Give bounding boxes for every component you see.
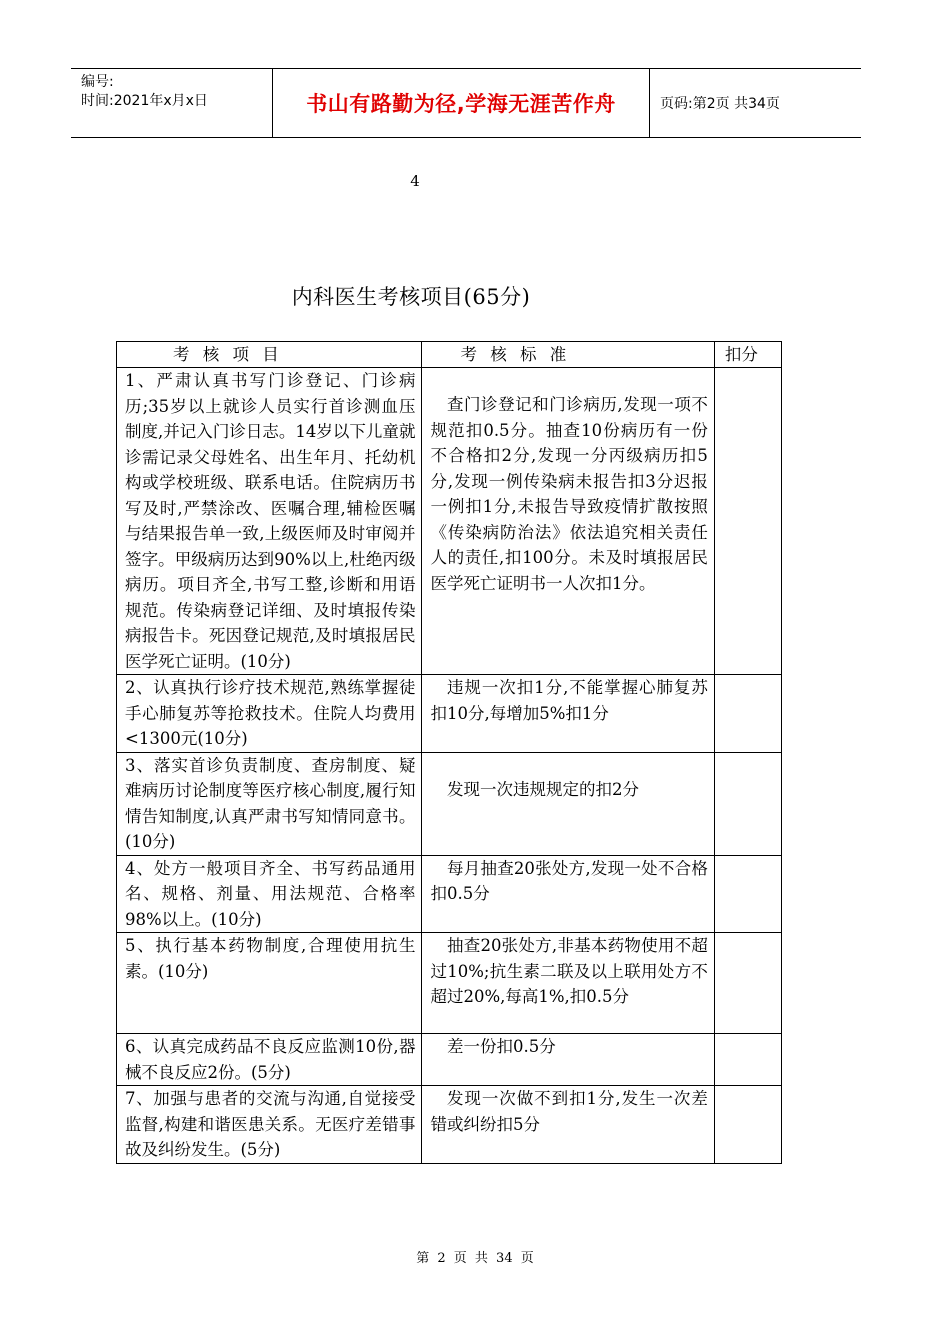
assessment-table <box>116 341 782 1164</box>
column-header-item: 考 核 项 目 <box>117 342 422 368</box>
deduction-cell <box>714 1034 781 1086</box>
table-row <box>117 933 782 1034</box>
page-header <box>71 68 861 138</box>
item-cell: 4、处方一般项目齐全、书写药品通用名、规格、剂量、用法规范、合格率98%以上。(10分) <box>117 855 422 933</box>
item-cell: 1、严肃认真书写门诊登记、门诊病历;35岁以上就诊人员实行首诊测血压制度,并记入门诊日志。14岁以下儿童就诊需记录父母姓名、出生年月、托幼机构或学校班级、联系电话。住院病历书写及时,严禁涂改、医嘱合理,辅检医嘱与结果报告单一致,上级医师及时审阅并签字。甲级病历达到90%以上,杜绝丙级病历。项目齐全,书写工整,诊断和用语规范。传染病登记详细、及时填报传染病报告卡。死因登记规范,及时填报居民医学死亡证明。(10分) <box>117 368 422 675</box>
header-motto: 书山有路勤为径,学海无涯苦作舟 <box>272 69 650 137</box>
header-page-info: 页码:第2页 共34页 <box>660 96 780 112</box>
table-row <box>117 675 782 753</box>
criteria-cell: 差一份扣0.5分 <box>422 1034 714 1086</box>
table-row <box>117 1086 782 1164</box>
page-footer: 第 2 页 共 34 页 <box>416 1251 534 1266</box>
table-row <box>117 1034 782 1086</box>
table-header-row <box>117 342 782 368</box>
item-cell: 7、加强与患者的交流与沟通,自觉接受监督,构建和谐医患关系。无医疗差错事故及纠纷发生。(5分) <box>117 1086 422 1164</box>
criteria-cell: 抽查20张处方,非基本药物使用不超过10%;抗生素二联及以上联用处方不超过20%,每高1%,扣0.5分 <box>422 933 714 1034</box>
criteria-cell: 发现一次做不到扣1分,发生一次差错或纠纷扣5分 <box>422 1086 714 1164</box>
column-header-deduction: 扣分 <box>714 342 781 368</box>
deduction-cell <box>714 675 781 753</box>
document-title: 内科医生考核项目(65分) <box>291 285 531 309</box>
document-number-label: 编号: <box>81 74 114 90</box>
table-row <box>117 855 782 933</box>
header-meta <box>71 69 272 137</box>
column-header-criteria: 考 核 标 准 <box>422 342 714 368</box>
item-cell: 5、执行基本药物制度,合理使用抗生素。(10分) <box>117 933 422 1034</box>
item-cell: 6、认真完成药品不良反应监测10份,器械不良反应2份。(5分) <box>117 1034 422 1086</box>
table-row <box>117 752 782 855</box>
table-row <box>117 368 782 675</box>
document-time-label: 时间:2021年x月x日 <box>81 93 208 109</box>
deduction-cell <box>714 933 781 1034</box>
deduction-cell <box>714 1086 781 1164</box>
item-cell: 2、认真执行诊疗技术规范,熟练掌握徒手心肺复苏等抢救技术。住院人均费用<1300元(10分) <box>117 675 422 753</box>
criteria-cell: 违规一次扣1分,不能掌握心肺复苏扣10分,每增加5%扣1分 <box>422 675 714 753</box>
section-number: 4 <box>410 172 420 190</box>
criteria-cell: 查门诊登记和门诊病历,发现一项不规范扣0.5分。抽查10份病历有一份不合格扣2分,发现一分丙级病历扣5分,发现一例传染病未报告扣3分迟报一例扣1分,未报告导致疫情扩散按照《传染病防治法》依法追究相关责任人的责任,扣100分。未及时填报居民医学死亡证明书一人次扣1分。 <box>422 368 714 675</box>
criteria-cell: 发现一次违规规定的扣2分 <box>422 752 714 855</box>
deduction-cell <box>714 855 781 933</box>
criteria-cell: 每月抽查20张处方,发现一处不合格扣0.5分 <box>422 855 714 933</box>
item-cell: 3、落实首诊负责制度、查房制度、疑难病历讨论制度等医疗核心制度,履行知情告知制度,认真严肃书写知情同意书。(10分) <box>117 752 422 855</box>
deduction-cell <box>714 368 781 675</box>
deduction-cell <box>714 752 781 855</box>
